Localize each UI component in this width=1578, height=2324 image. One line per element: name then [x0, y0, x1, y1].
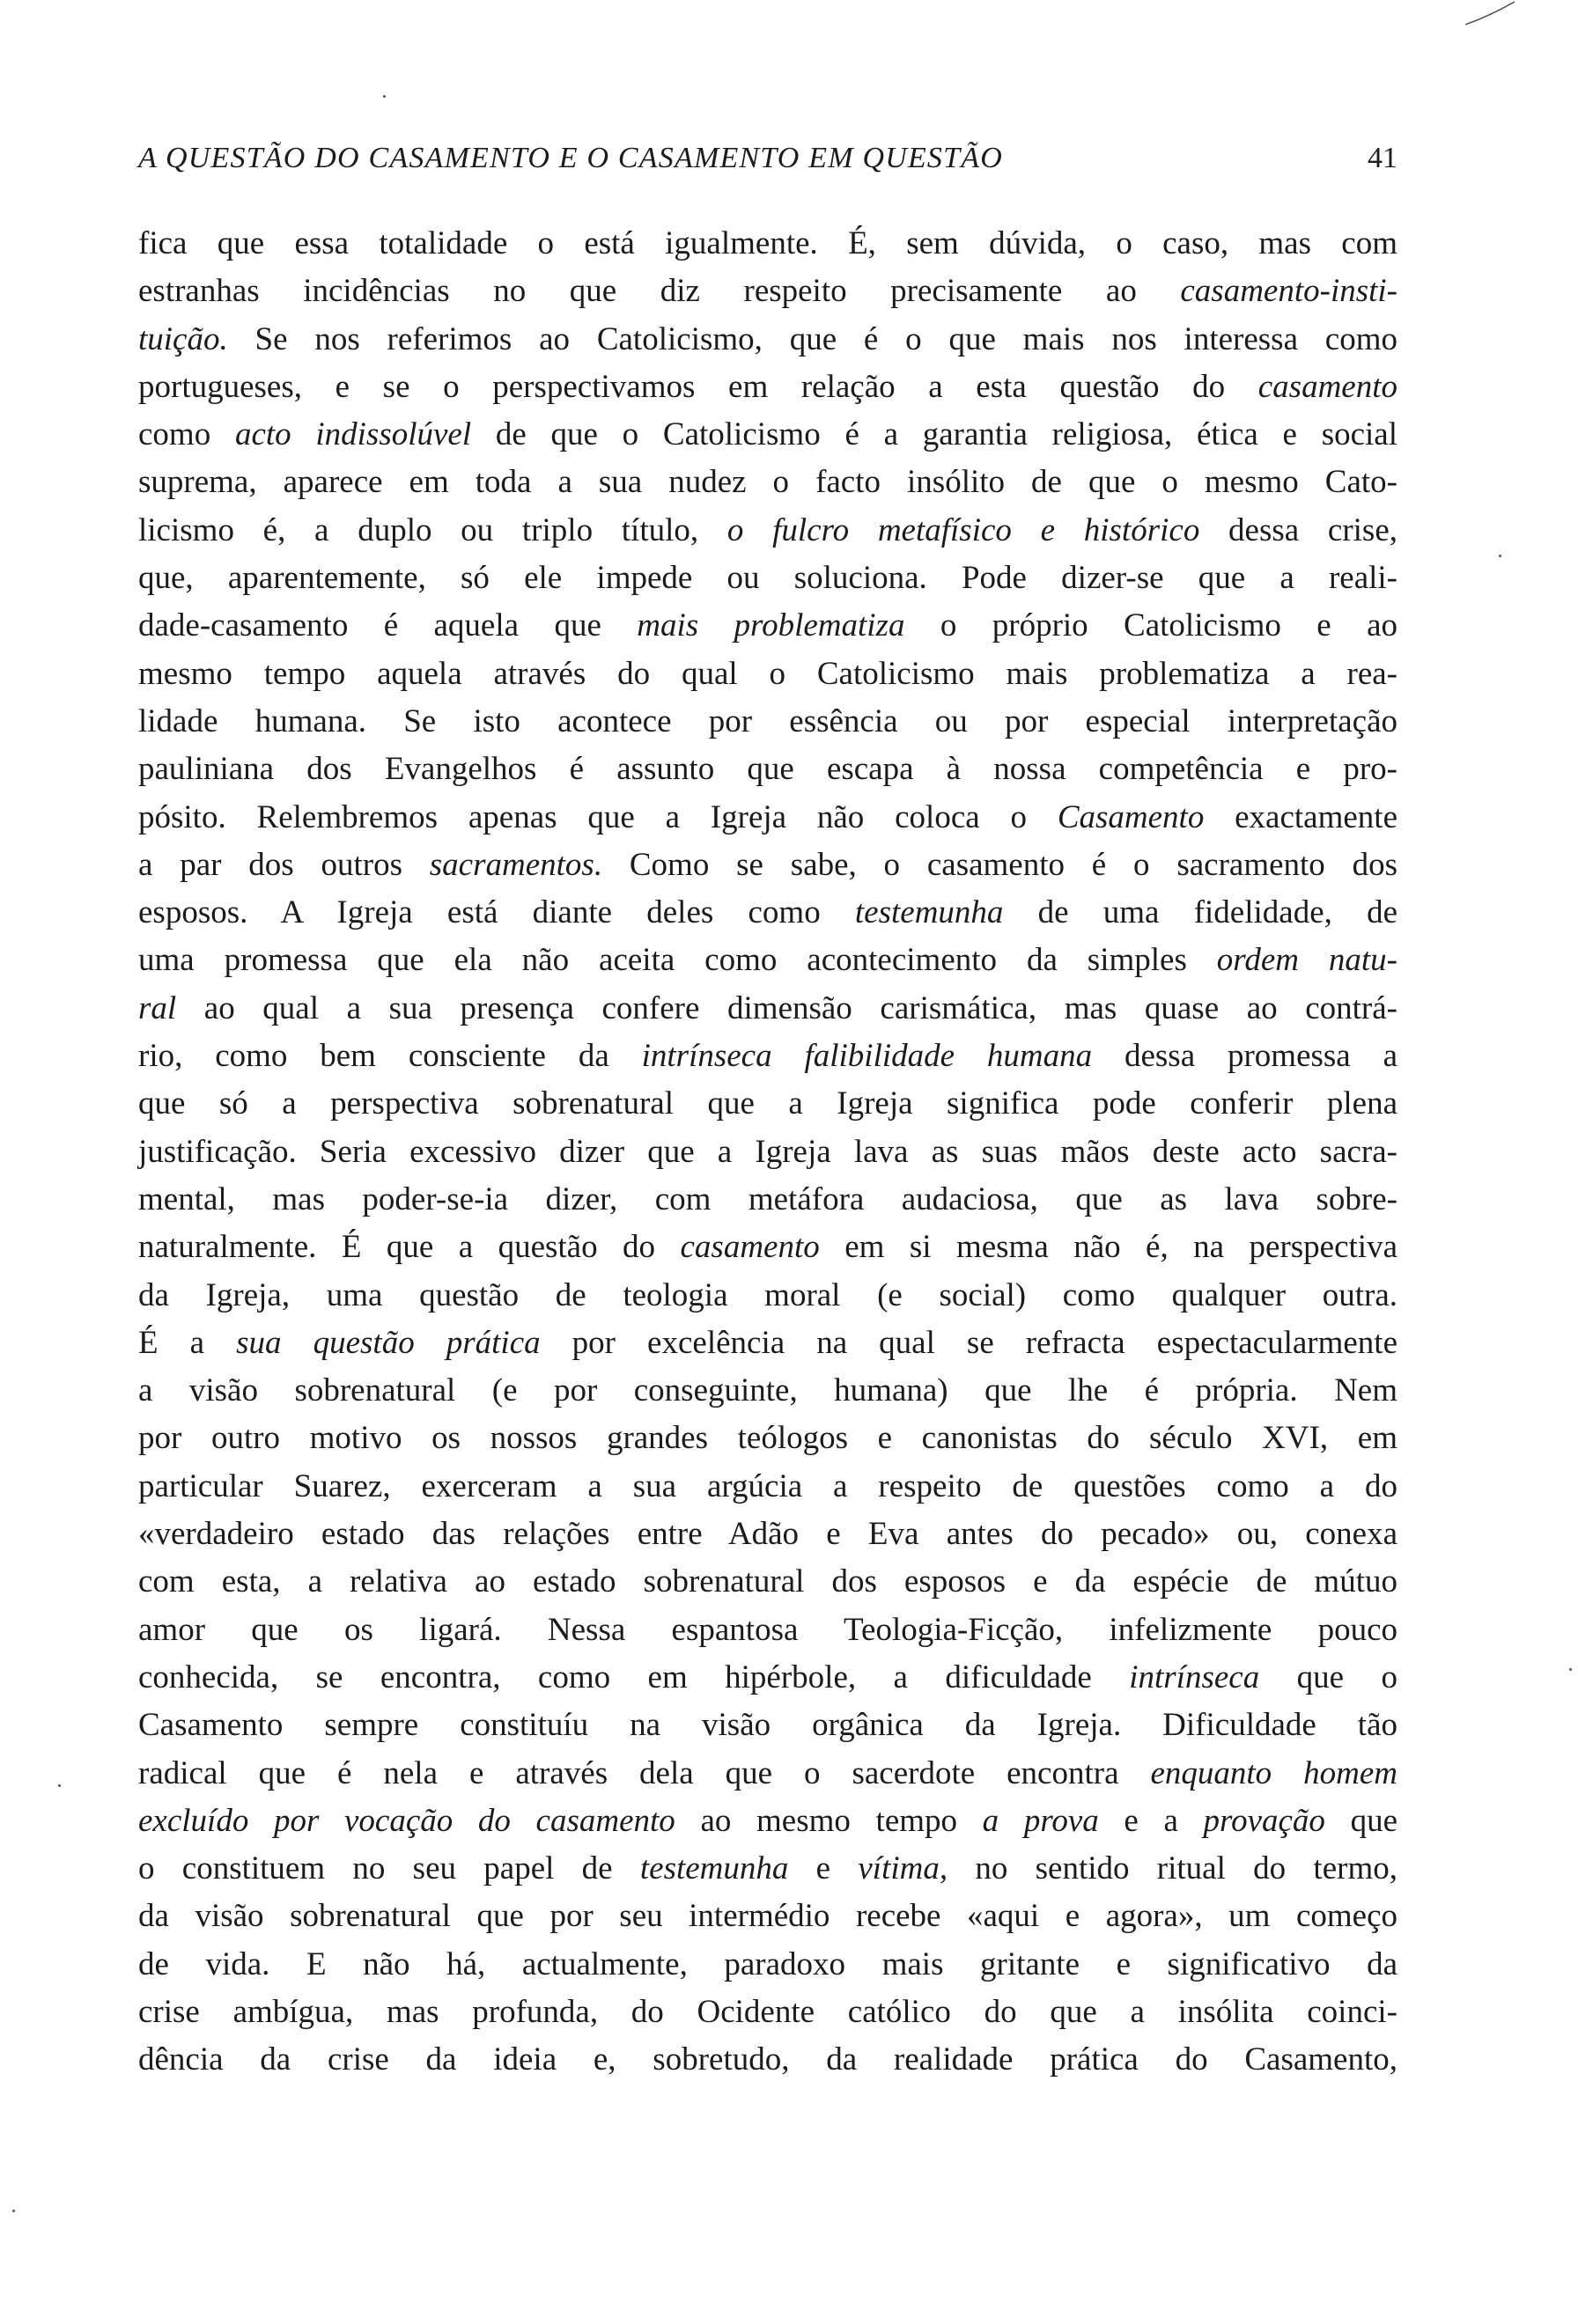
- text-line: [138, 1798, 1397, 1845]
- text-line: [138, 842, 1397, 889]
- text-span: Casamento sempre constituíu na visão orgânica da Igreja. Dificuldade tão: [138, 1707, 1397, 1744]
- text-span: que o: [1259, 1658, 1397, 1695]
- text-span: e a: [1098, 1802, 1204, 1839]
- text-span: radical que é nela e através dela que o sacerdote encontra: [138, 1754, 1151, 1791]
- text-span: como: [138, 416, 235, 453]
- running-header: [138, 136, 1397, 180]
- text-line: [138, 2036, 1397, 2084]
- italic-text-span: o fulcro metafísico e histórico: [726, 511, 1200, 548]
- text-span: da visão sobrenatural que por seu intermédio recebe «aqui e agora», um começo: [138, 1898, 1397, 1935]
- text-span: o próprio Catolicismo e ao: [904, 607, 1397, 644]
- text-line: [138, 794, 1397, 842]
- text-span: esposos. A Igreja está diante deles como: [138, 894, 855, 931]
- text-line: [138, 1033, 1397, 1080]
- text-line: [138, 1176, 1397, 1224]
- text-line: [138, 364, 1397, 411]
- text-line: [138, 1558, 1397, 1606]
- text-line: [138, 459, 1397, 506]
- italic-text-span: casamento-insti-: [1180, 273, 1397, 310]
- italic-text-span: tuição.: [138, 320, 228, 357]
- text-span: rio, como bem consciente da: [138, 1038, 642, 1075]
- text-span: que só a perspectiva sobrenatural que a Igreja significa pode conferir plena: [138, 1085, 1397, 1122]
- text-span: por excelência na qual se refracta espectacularmente: [540, 1324, 1397, 1361]
- text-line: [138, 602, 1397, 650]
- text-span: ao qual a sua presença confere dimensão carismática, mas quase ao contrá-: [176, 989, 1397, 1026]
- text-span: crise ambígua, mas profunda, do Ocidente católico do que a insólita coinci-: [138, 1993, 1397, 2030]
- text-span: uma promessa que ela não aceita como acontecimento da simples: [138, 942, 1217, 979]
- text-span: com esta, a relativa ao estado sobrenatural dos esposos e da espécie de mútuo: [138, 1563, 1397, 1600]
- text-span: da Igreja, uma questão de teologia moral (e social) como qualquer outra.: [138, 1276, 1397, 1313]
- italic-text-span: vítima,: [858, 1850, 948, 1887]
- text-span: e: [788, 1850, 859, 1887]
- text-line: [138, 1080, 1397, 1128]
- text-span: lidade humana. Se isto acontece por essência ou por especial interpretação: [138, 702, 1397, 739]
- text-line: [138, 316, 1397, 364]
- text-span: licismo é, a duplo ou triplo título,: [138, 511, 727, 548]
- text-line: [138, 1607, 1397, 1654]
- text-line: [138, 1893, 1397, 1940]
- text-span: dência da crise da ideia e, sobretudo, da realidade prática do Casamento,: [138, 2041, 1397, 2078]
- text-span: a visão sobrenatural (e por conseguinte, humana) que lhe é própria. Nem: [138, 1372, 1397, 1409]
- text-span: portugueses, e se o perspectivamos em relação a esta questão do: [138, 368, 1258, 405]
- italic-text-span: a prova: [982, 1802, 1099, 1839]
- text-span: fica que essa totalidade o está igualmente. É, sem dúvida, o caso, mas com: [138, 225, 1397, 261]
- italic-text-span: intrínseca: [1129, 1658, 1260, 1695]
- text-line: [138, 1272, 1397, 1320]
- text-span: em si mesma não é, na perspectiva: [819, 1229, 1397, 1266]
- text-line: [138, 220, 1397, 268]
- italic-text-span: mais problematiza: [637, 607, 905, 644]
- italic-text-span: ordem natu-: [1216, 942, 1397, 979]
- text-line: [138, 1320, 1397, 1367]
- text-line: [138, 698, 1397, 746]
- text-line: [138, 1989, 1397, 2036]
- text-line: [138, 1845, 1397, 1893]
- text-span: mesmo tempo aquela através do qual o Catolicismo mais problematiza a rea-: [138, 655, 1397, 692]
- text-line: [138, 746, 1397, 793]
- text-line: [138, 1750, 1397, 1798]
- text-span: exactamente: [1204, 798, 1398, 835]
- text-line: [138, 1367, 1397, 1415]
- italic-text-span: casamento: [1257, 368, 1397, 405]
- margin-pen-mark: [1464, 0, 1516, 26]
- text-span: mental, mas poder-se-ia dizer, com metáfora audaciosa, que as lava sobre-: [138, 1180, 1397, 1217]
- text-line: [138, 507, 1397, 555]
- text-line: [138, 411, 1397, 459]
- body-paragraph: [138, 220, 1397, 2085]
- text-line: [138, 1511, 1397, 1558]
- text-line: [138, 1654, 1397, 1702]
- text-line: [138, 937, 1397, 984]
- text-span: conhecida, se encontra, como em hipérbole, a dificuldade: [138, 1658, 1130, 1695]
- text-span: que, aparentemente, só ele impede ou soluciona. Pode dizer-se que a reali-: [138, 560, 1397, 597]
- italic-text-span: enquanto homem: [1150, 1754, 1397, 1791]
- text-span: ao mesmo tempo: [675, 1802, 983, 1839]
- text-line: [138, 268, 1397, 315]
- text-span: suprema, aparece em toda a sua nudez o facto insólito de que o mesmo Cato-: [138, 464, 1397, 501]
- text-span: estranhas incidências no que diz respeito precisamente ao: [138, 273, 1181, 310]
- text-line: [138, 889, 1397, 937]
- paper-speck: [1499, 555, 1501, 557]
- text-line: [138, 1702, 1397, 1749]
- italic-text-span: ral: [138, 989, 177, 1026]
- text-line: [138, 985, 1397, 1033]
- italic-text-span: sacramentos.: [429, 846, 603, 883]
- italic-text-span: Casamento: [1057, 798, 1205, 835]
- text-span: É a: [138, 1324, 237, 1361]
- text-line: [138, 555, 1397, 602]
- text-line: [138, 651, 1397, 698]
- italic-text-span: provação: [1203, 1802, 1325, 1839]
- text-span: de que o Catolicismo é a garantia religiosa, ética e social: [471, 416, 1398, 453]
- text-span: Se nos referimos ao Catolicismo, que é o que mais nos interessa como: [227, 320, 1397, 357]
- text-span: de vida. E não há, actualmente, paradoxo mais gritante e significativo da: [138, 1945, 1397, 1982]
- italic-text-span: testemunha: [854, 894, 1004, 931]
- text-span: por outro motivo os nossos grandes teólogos e canonistas do século XVI, em: [138, 1420, 1397, 1457]
- paper-speck: [12, 2210, 15, 2212]
- text-span: de uma fidelidade, de: [1003, 894, 1398, 931]
- text-span: pósito. Relembremos apenas que a Igreja não coloca o: [138, 798, 1058, 835]
- italic-text-span: excluído por vocação do casamento: [138, 1802, 675, 1839]
- text-span: justificação. Seria excessivo dizer que a Igreja lava as suas mãos deste acto sacra-: [138, 1133, 1397, 1170]
- text-span: particular Suarez, exerceram a sua argúcia a respeito de questões como a do: [138, 1467, 1397, 1504]
- paper-speck: [58, 1784, 61, 1787]
- italic-text-span: casamento: [680, 1229, 820, 1266]
- text-span: a par dos outros: [138, 846, 430, 883]
- text-span: dade-casamento é aquela que: [138, 607, 638, 644]
- text-span: no sentido ritual do termo,: [948, 1850, 1397, 1887]
- paper-speck: [1569, 1668, 1572, 1671]
- text-line: [138, 1224, 1397, 1271]
- text-span: dessa crise,: [1199, 511, 1398, 548]
- italic-text-span: acto indissolúvel: [234, 416, 472, 453]
- text-span: naturalmente. É que a questão do: [138, 1229, 681, 1266]
- text-span: que: [1324, 1802, 1397, 1839]
- italic-text-span: testemunha: [639, 1850, 789, 1887]
- text-span: dessa promessa a: [1092, 1038, 1397, 1075]
- text-span: pauliniana dos Evangelhos é assunto que escapa à nossa competência e pro-: [138, 751, 1397, 788]
- text-span: amor que os ligará. Nessa espantosa Teologia-Ficção, infelizmente pouco: [138, 1611, 1397, 1648]
- text-line: [138, 1941, 1397, 1989]
- italic-text-span: sua questão prática: [236, 1324, 541, 1361]
- running-title: A QUESTÃO DO CASAMENTO E O CASAMENTO EM QUESTÃO: [138, 142, 1003, 174]
- text-span: «verdadeiro estado das relações entre Adão e Eva antes do pecado» ou, conexa: [138, 1516, 1397, 1553]
- paper-speck: [383, 95, 386, 98]
- text-line: [138, 1415, 1397, 1462]
- text-span: Como se sabe, o casamento é o sacramento dos: [602, 846, 1397, 883]
- text-line: [138, 1463, 1397, 1511]
- text-span: o constituem no seu papel de: [138, 1850, 640, 1887]
- page-number: 41: [1368, 142, 1397, 174]
- italic-text-span: intrínseca falibilidade humana: [641, 1038, 1093, 1075]
- text-line: [138, 1129, 1397, 1176]
